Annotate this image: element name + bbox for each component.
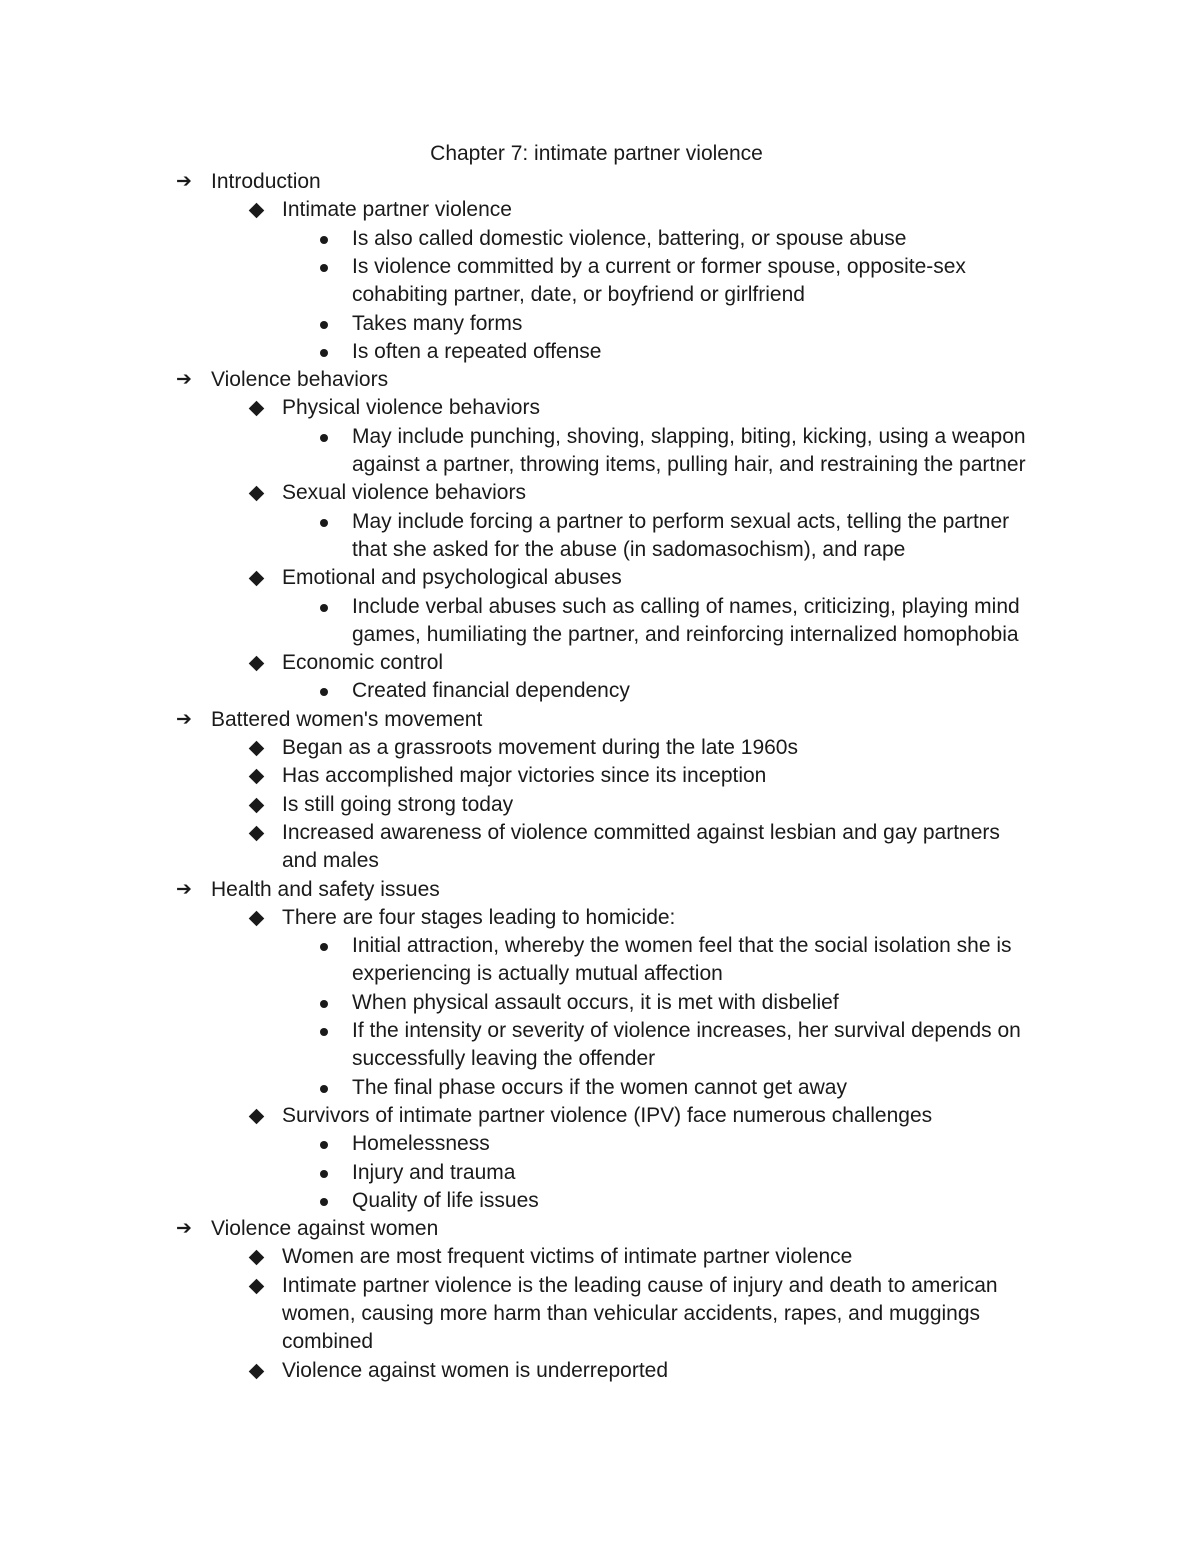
arrow-bullet-icon: ➔ (176, 1218, 192, 1240)
diamond-bullet-icon (249, 1250, 265, 1266)
outline-item-level-2: Intimate partner violence is the leading cause of injury and death to american (282, 1273, 998, 1297)
outline-item-level-2: Sexual violence behaviors (282, 481, 526, 505)
outline-item-level-2: Physical violence behaviors (282, 396, 540, 420)
outline-item-level-3: experiencing is actually mutual affection (352, 962, 723, 986)
diamond-bullet-icon (249, 1278, 265, 1294)
diamond-bullet-icon (249, 769, 265, 785)
outline-item-level-1: Health and safety issues (211, 877, 440, 901)
outline-item-level-3: Homelessness (352, 1132, 490, 1156)
outline-item-level-3: May include forcing a partner to perform sexual acts, telling the partner (352, 509, 1010, 533)
outline-item-level-2: Women are most frequent victims of intimate partner violence (282, 1245, 853, 1269)
outline-item-level-3: Quality of life issues (352, 1188, 539, 1212)
outline-item-level-3: that she asked for the abuse (in sadomasochism), and rape (352, 537, 906, 561)
diamond-bullet-icon (249, 401, 265, 417)
diamond-bullet-icon (249, 486, 265, 502)
diamond-bullet-icon (249, 1363, 265, 1379)
dot-bullet-icon (320, 434, 328, 442)
outline-item-level-2: There are four stages leading to homicide: (282, 905, 676, 929)
dot-bullet-icon (320, 236, 328, 244)
diamond-bullet-icon (249, 826, 265, 842)
arrow-bullet-icon: ➔ (176, 369, 192, 391)
outline-item-level-2: women, causing more harm than vehicular accidents, rapes, and muggings (282, 1302, 981, 1325)
dot-bullet-icon (320, 1170, 328, 1178)
dot-bullet-icon (320, 349, 328, 357)
arrow-bullet-icon: ➔ (176, 878, 192, 900)
outline-item-level-3: games, humiliating the partner, and reinforcing internalized homophobia (352, 622, 1019, 646)
diamond-bullet-icon (249, 1109, 265, 1125)
outline-item-level-2: Survivors of intimate partner violence (IPV) face numerous challenges (282, 1103, 933, 1127)
outline-item-level-1: Battered women's movement (211, 707, 483, 731)
outline-item-level-3: Initial attraction, whereby the women feel that the social isolation she is (352, 934, 1012, 958)
dot-bullet-icon (320, 688, 328, 696)
outline-item-level-3: Created financial dependency (352, 679, 630, 703)
outline-item-level-1: Violence behaviors (211, 368, 389, 392)
outline-item-level-2: Economic control (282, 651, 444, 675)
dot-bullet-icon (320, 519, 328, 527)
outline-item-level-2: Began as a grassroots movement during the late 1960s (282, 736, 798, 759)
outline-item-level-3: against a partner, throwing items, pulling hair, and restraining the partner (352, 453, 1026, 476)
outline-item-level-3: cohabiting partner, date, or boyfriend or girlfriend (352, 283, 805, 307)
outline-item-level-1: Violence against women (211, 1217, 439, 1241)
outline-item-level-2: and males (282, 849, 379, 873)
dot-bullet-icon (320, 1028, 328, 1036)
outline-item-level-2: combined (282, 1330, 374, 1354)
arrow-bullet-icon: ➔ (176, 171, 192, 192)
dot-bullet-icon (320, 604, 328, 612)
outline-item-level-3: Is violence committed by a current or former spouse, opposite-sex (352, 254, 966, 278)
outline-item-level-2: Is still going strong today (282, 792, 514, 816)
outline-item-level-3: Include verbal abuses such as calling of names, criticizing, playing mind (352, 594, 1020, 618)
dot-bullet-icon (320, 1198, 328, 1206)
page-title: Chapter 7: intimate partner violence (430, 142, 763, 165)
outline-item-level-3: When physical assault occurs, it is met with disbelief (352, 990, 839, 1014)
dot-bullet-icon (320, 1085, 328, 1093)
outline-item-level-2: Has accomplished major victories since its inception (282, 764, 767, 788)
outline-item-level-3: Is often a repeated offense (352, 339, 602, 363)
diamond-bullet-icon (249, 741, 265, 757)
dot-bullet-icon (320, 943, 328, 951)
diamond-bullet-icon (249, 797, 265, 813)
outline-item-level-3: If the intensity or severity of violence increases, her survival depends on (352, 1019, 1021, 1042)
outline-item-level-2: Increased awareness of violence committed against lesbian and gay partners (282, 820, 1000, 844)
outline-item-level-3: Is also called domestic violence, battering, or spouse abuse (352, 226, 907, 250)
diamond-bullet-icon (249, 656, 265, 672)
outline-item-level-2: Intimate partner violence (282, 198, 512, 222)
outline-item-level-1: Introduction (211, 170, 321, 193)
arrow-bullet-icon: ➔ (176, 708, 192, 730)
outline-item-level-3: successfully leaving the offender (352, 1047, 656, 1071)
diamond-bullet-icon (249, 571, 265, 587)
outline-item-level-2: Emotional and psychological abuses (282, 566, 622, 590)
outline-item-level-3: May include punching, shoving, slapping, biting, kicking, using a weapon (352, 424, 1026, 448)
dot-bullet-icon (320, 264, 328, 272)
dot-bullet-icon (320, 1141, 328, 1149)
dot-bullet-icon (320, 1000, 328, 1008)
outline-item-level-3: The final phase occurs if the women cannot get away (352, 1075, 847, 1099)
outline-item-level-3: Injury and trauma (352, 1160, 516, 1184)
diamond-bullet-icon (249, 203, 265, 219)
outline-item-level-2: Violence against women is underreported (282, 1358, 669, 1382)
dot-bullet-icon (320, 321, 328, 329)
outline-item-level-3: Takes many forms (352, 311, 523, 335)
diamond-bullet-icon (249, 911, 265, 927)
